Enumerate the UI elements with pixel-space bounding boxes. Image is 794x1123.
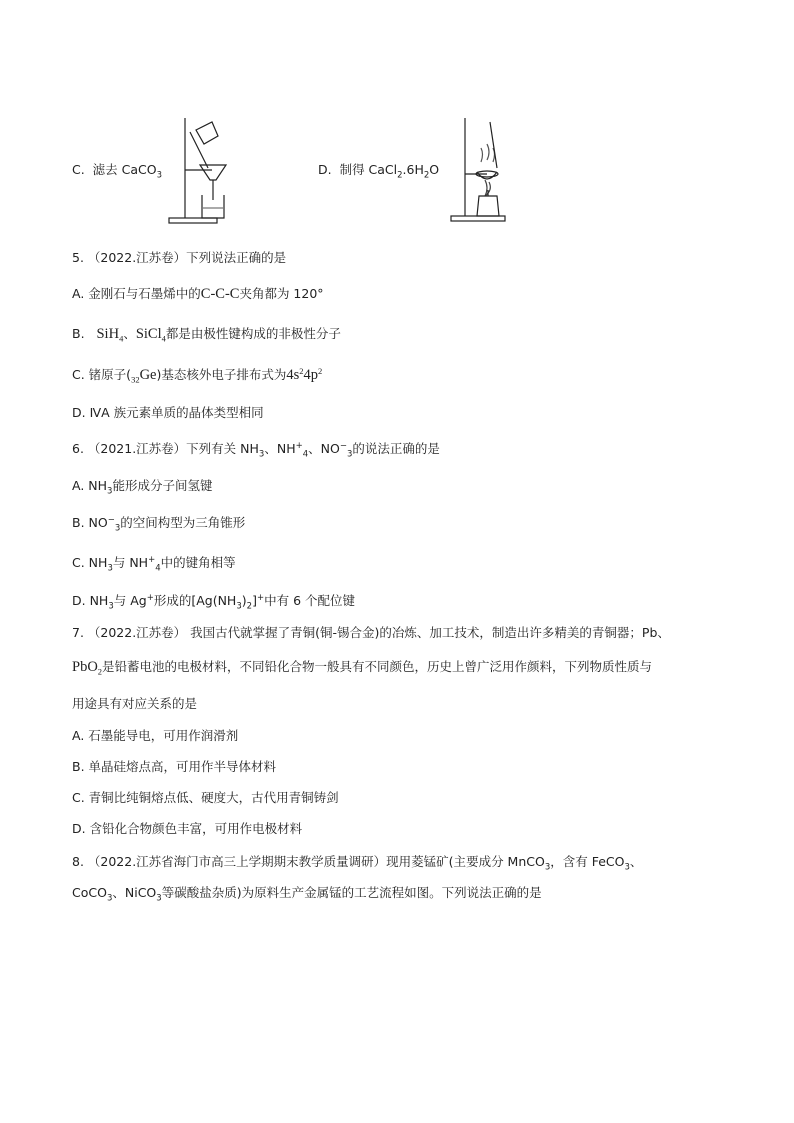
q6-option-d: D. $NH_3$与 Ag+形成的$[Ag(NH_3)_2]^+$中有 6 个配位键 [72,592,355,612]
q7-option-a: A. 石墨能导电，可用作润滑剂 [72,728,239,743]
q7-stem-line-1: 7. （2022.江苏卷） 我国古代就掌握了青铜(铜-锡合金)的冶炼、加工技术，制造出许多精美的青铜器；Pb、 [72,625,670,640]
q5-option-d: D. ⅣA 族元素单质的晶体类型相同 [72,405,264,420]
evaporation-apparatus-image [445,112,515,227]
q7-option-c: C. 青铜比纯铜熔点低、硬度大，古代用青铜铸剑 [72,790,339,805]
pouring-beaker [196,122,218,144]
q6-option-c: C. $NH_3$与 $NH^+_4$中的键角相等 [72,554,236,574]
q6-option-a: A. $NH_3$能形成分子间氢键 [72,478,213,497]
q6-option-b: B. $NO^-_3$的空间构型为三角锥形 [72,514,246,534]
q5-stem: 5. （2022.江苏卷）下列说法正确的是 [72,250,287,265]
q8-stem-line-2: CoCO$_3$、NiCO$_3$等碳酸盐杂质)为原料生产金属锰的工艺流程如图。下列说法正确的是 [72,885,542,904]
alcohol-lamp [477,196,499,216]
q4-option-c: C. 滤去 CaCO$_3$ [72,162,163,181]
q6-stem: 6. （2021.江苏卷）下列有关 $NH_3$、$NH^+_4$、$NO^-_3$的说法正确的是 [72,440,440,460]
filter-funnel [200,165,226,180]
q8-stem-line-1: 8. （2022.江苏省海门市高三上学期期末教学质量调研）现用菱锰矿(主要成分 MnCO$_3$，含有 FeCO$_3$、 [72,854,643,873]
q5-option-a: A. 金刚石与石墨烯中的C-C-C夹角都为 120° [72,286,324,302]
stand-base [451,216,505,221]
q7-stem-line-3: 用途具有对应关系的是 [72,696,198,711]
vapor-lines [481,144,495,162]
glass-rod [190,132,208,168]
q5-option-c: C. 锗原子$(_{32}Ge)$基态核外电子排布式为$4s^24p^2$ [72,365,323,385]
q5-option-b: B. SiH$_4$、SiCl$_4$都是由极性键构成的非极性分子 [72,326,341,344]
q7-option-d: D. 含铅化合物颜色丰富，可用作电极材料 [72,821,303,836]
q7-stem-line-2: PbO$_2$是铅蓄电池的电极材料，不同铅化合物一般具有不同颜色，历史上曾广泛用作颜料，下列物质性质与 [72,659,653,677]
stand-base [169,218,217,223]
evaporating-dish [477,172,497,179]
q7-option-b: B. 单晶硅熔点高，可用作半导体材料 [72,759,277,774]
filtration-apparatus-image [160,110,230,230]
q4-option-d: D. 制得 $CaCl_2.6H_2O$ [318,162,440,181]
